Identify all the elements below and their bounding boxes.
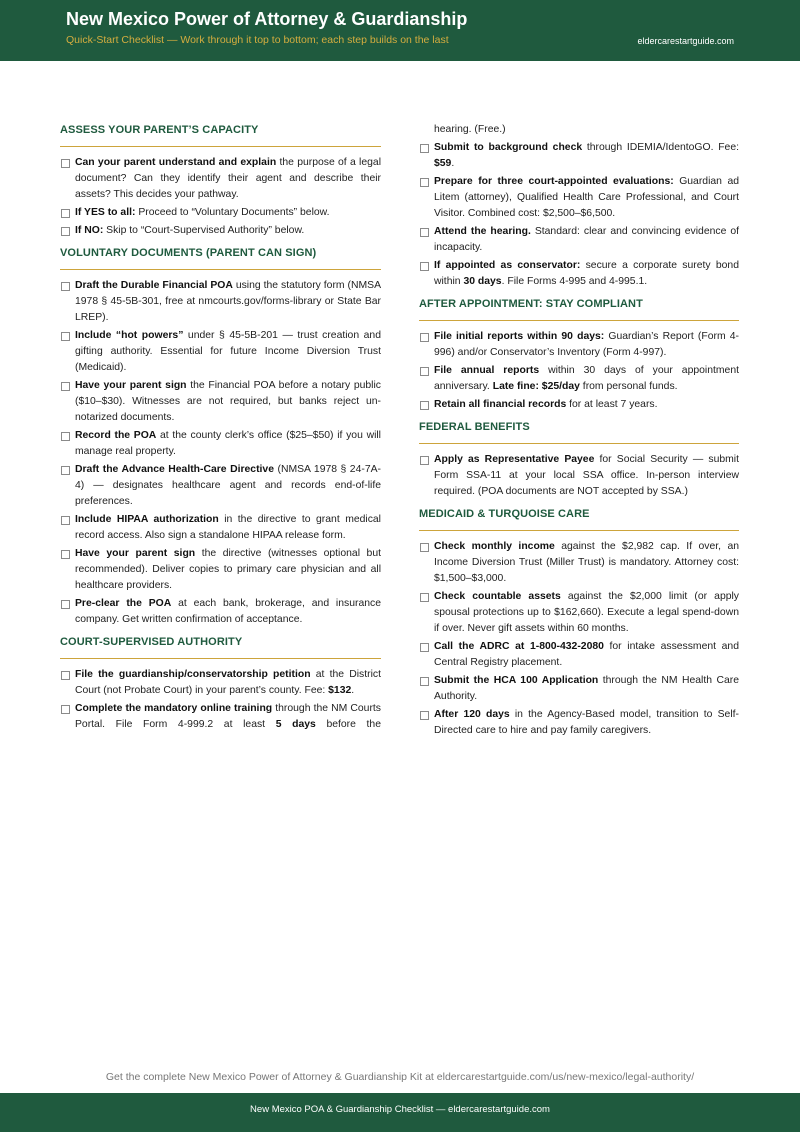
section-divider xyxy=(419,530,739,531)
checkbox[interactable] xyxy=(420,456,429,465)
item-bold-text: If appointed as conservator: xyxy=(434,260,581,271)
checklist-item xyxy=(60,596,381,628)
item-bold-text: Prepare for three court-appointed evaluations: xyxy=(434,176,674,187)
item-bold-text: File the guardianship/conservatorship petition xyxy=(75,669,311,680)
item-text: Standard: clear and convincing evidence of incapacity. xyxy=(434,226,739,253)
section-divider xyxy=(60,146,381,147)
section-spacer xyxy=(419,741,739,745)
checkbox[interactable] xyxy=(420,262,429,271)
checklist-item xyxy=(419,258,739,290)
checkbox[interactable] xyxy=(61,705,70,714)
checklist-item xyxy=(419,452,739,500)
checklist-item xyxy=(419,174,739,222)
item-bold-text: If NO: xyxy=(75,225,104,236)
kit-cta-link[interactable]: Get the complete New Mexico Power of Attorney & Guardianship Kit at eldercarestartguide.com/us/new-mexico/legal-authority/ xyxy=(105,1071,695,1083)
checkbox[interactable] xyxy=(61,332,70,341)
item-bold-text: Can your parent understand and explain xyxy=(75,157,277,168)
section-divider xyxy=(419,320,739,321)
checklist-item xyxy=(419,589,739,637)
checkbox[interactable] xyxy=(61,282,70,291)
item-bold-text: Submit to background check xyxy=(434,142,583,153)
page-header xyxy=(0,0,800,61)
footer-text: New Mexico POA & Guardianship Checklist — eldercarestartguide.com xyxy=(250,1104,550,1115)
item-text: for at least 7 years. xyxy=(566,399,658,410)
item-bold-text: Draft the Durable Financial POA xyxy=(75,280,233,291)
checklist-item xyxy=(60,278,381,326)
item-text: the directive (witnesses optional but recommended). Deliver copies to primary care physician and all healthcare providers. xyxy=(75,548,381,591)
checklist-item xyxy=(60,428,381,460)
item-text: Skip to “Court-Supervised Authority” below. xyxy=(103,225,305,236)
checklist-court xyxy=(60,667,381,739)
item-text: . xyxy=(351,685,355,696)
item-bold-text: File annual reports xyxy=(434,365,540,376)
checkbox[interactable] xyxy=(61,466,70,475)
item-text: . xyxy=(451,158,455,169)
item-bold-text: Submit the HCA 100 Application xyxy=(434,675,599,686)
court-item-continuation: hearing. (Free.) xyxy=(434,124,506,135)
item-text: using the statutory form (NMSA 1978 § 45-5B-301, free at nmcourts.gov/forms-library or State Bar LREP). xyxy=(75,280,382,323)
item-text: Proceed to “Voluntary Documents” below. xyxy=(135,207,330,218)
checkbox[interactable] xyxy=(420,711,429,720)
checklist-item xyxy=(419,397,739,413)
checkbox[interactable] xyxy=(420,401,429,410)
page-title: New Mexico Power of Attorney & Guardianship xyxy=(66,9,468,29)
item-text: (NMSA 1978 § 24-7A-4) — designates healthcare agent and records end-of-life preferences. xyxy=(75,464,381,507)
item-bold-text: Have your parent sign xyxy=(75,380,187,391)
item-text: within 30 days of your appointment anniversary. xyxy=(434,365,739,392)
checkbox[interactable] xyxy=(61,159,70,168)
item-text: Guardian’s Report (Form 4-996) and/or Conservator’s Inventory (Form 4-997). xyxy=(434,331,739,358)
checklist-assess xyxy=(60,155,381,245)
checkbox[interactable] xyxy=(420,333,429,342)
item-text: Guardian ad Litem (attorney), Qualified Health Care Professional, and Court Visitor. Combined cost: $2,500–$6,500. xyxy=(434,176,739,219)
item-bold-text: Have your parent sign xyxy=(75,548,196,559)
right-column xyxy=(419,122,739,745)
item-bold-text: Late fine: $25/day xyxy=(492,381,580,392)
item-bold-text: 5 days xyxy=(275,719,316,730)
item-text: through the NM Courts Portal. File Form 4-999.2 at least xyxy=(75,703,381,730)
section-title-court: COURT-SUPERVISED AUTHORITY xyxy=(60,636,243,648)
item-text: for Social Security — submit Form SSA-11 at your local SSA office. In-person interview required. (POA documents are NOT accepted by SSA.) xyxy=(434,454,739,497)
section-title-after: AFTER APPOINTMENT: STAY COMPLIANT xyxy=(419,298,643,310)
section-divider xyxy=(60,269,381,270)
item-text: against the $2,982 cap. If over, an Income Diversion Trust (Miller Trust) is mandatory. Attorney cost: $1,500–$3,000. xyxy=(434,541,740,584)
checklist-item xyxy=(60,328,381,376)
checklist-after xyxy=(419,329,739,419)
section-title-medicaid: MEDICAID & TURQUOISE CARE xyxy=(419,508,590,520)
item-text: before the xyxy=(315,719,381,730)
item-text: through the NM Health Care Authority. xyxy=(434,675,739,702)
section-divider xyxy=(419,443,739,444)
item-text: at each bank, brokerage, and insurance company. Get written confirmation of acceptance. xyxy=(75,598,381,625)
item-bold-text: Include HIPAA authorization xyxy=(75,514,219,525)
checklist-item xyxy=(60,546,381,594)
item-text: secure a corporate surety bond within xyxy=(434,260,739,287)
item-bold-text: 30 days xyxy=(463,276,502,287)
checklist-item xyxy=(419,639,739,671)
checkbox[interactable] xyxy=(420,543,429,552)
checkbox[interactable] xyxy=(61,432,70,441)
item-bold-text: $132 xyxy=(328,685,352,696)
item-text: in the Agency-Based model, transition to Self-Directed care to hire and pay family caregivers. xyxy=(434,709,739,736)
checkbox[interactable] xyxy=(420,643,429,652)
section-divider xyxy=(60,658,381,659)
checklist-item xyxy=(60,701,381,733)
checklist-item xyxy=(419,539,739,587)
item-bold-text: Complete the mandatory online training xyxy=(75,703,273,714)
page-footer xyxy=(0,1093,800,1132)
item-text: for intake assessment and Central Registry placement. xyxy=(434,641,739,668)
checkbox[interactable] xyxy=(420,144,429,153)
item-text: through IDEMIA/IdentoGO. Fee: xyxy=(582,142,739,153)
checkbox[interactable] xyxy=(61,550,70,559)
item-bold-text: Apply as Representative Payee xyxy=(434,454,595,465)
item-bold-text: Pre-clear the POA xyxy=(75,598,172,609)
checklist-item xyxy=(419,707,739,739)
item-bold-text: File initial reports within 90 days: xyxy=(434,331,605,342)
item-bold-text: If YES to all: xyxy=(75,207,136,218)
checkbox[interactable] xyxy=(420,367,429,376)
item-bold-text: $59 xyxy=(434,158,452,169)
checklist-voluntary xyxy=(60,278,381,634)
item-text: in the directive to grant medical record access. Also sign a standalone HIPAA release form. xyxy=(75,514,381,541)
checkbox[interactable] xyxy=(420,178,429,187)
checklist-item xyxy=(60,378,381,426)
checkbox[interactable] xyxy=(61,671,70,680)
checklist-item xyxy=(60,205,381,221)
item-text: from personal funds. xyxy=(579,381,678,392)
checklist-item xyxy=(60,512,381,544)
item-text: against the $2,000 limit (or apply spousal protections up to $162,660). Execute a legal spend-down if over. Never gift assets within 60 months. xyxy=(434,591,740,634)
item-text: the Financial POA before a notary public ($10–$30). Witnesses are not required, but banks reject un-notarized documents. xyxy=(75,380,381,423)
checklist-item xyxy=(60,155,381,203)
item-bold-text: After 120 days xyxy=(434,709,510,720)
item-bold-text: Check monthly income xyxy=(434,541,555,552)
checklist-medicaid xyxy=(419,539,739,745)
checklist-item xyxy=(419,363,739,395)
item-bold-text: Include “hot powers” xyxy=(75,330,184,341)
item-bold-text: Draft the Advance Health-Care Directive xyxy=(75,464,274,475)
checklist-item xyxy=(419,224,739,256)
checklist-item xyxy=(419,140,739,172)
checkbox[interactable] xyxy=(61,227,70,236)
checkbox[interactable] xyxy=(420,677,429,686)
section-title-assess: ASSESS YOUR PARENT’S CAPACITY xyxy=(60,124,259,136)
checklist-item xyxy=(60,667,381,699)
item-bold-text: Retain all financial records xyxy=(434,399,567,410)
checkbox[interactable] xyxy=(420,228,429,237)
checkbox[interactable] xyxy=(420,593,429,602)
checklist-federal xyxy=(419,452,739,506)
item-bold-text: Call the ADRC at 1-800-432-2080 xyxy=(434,641,604,652)
item-text: at the county clerk’s office ($25–$50) if you will manage real property. xyxy=(75,430,381,457)
item-text: at the District Court (not Probate Court) in your parent’s county. Fee: xyxy=(75,669,381,696)
page-subtitle: Quick-Start Checklist — Work through it top to bottom; each step builds on the last xyxy=(66,34,449,46)
section-title-federal: FEDERAL BENEFITS xyxy=(419,421,530,433)
checklist-item xyxy=(419,329,739,361)
item-text: . File Forms 4-995 and 4-995.1. xyxy=(501,276,648,287)
checkbox[interactable] xyxy=(61,600,70,609)
checkbox[interactable] xyxy=(61,209,70,218)
checklist-item xyxy=(419,673,739,705)
item-text: the purpose of a legal document? Can they identify their agent and describe their assets? This decides your pathway. xyxy=(75,157,381,200)
section-title-voluntary: VOLUNTARY DOCUMENTS (PARENT CAN SIGN) xyxy=(60,247,317,259)
checkbox[interactable] xyxy=(61,382,70,391)
checklist-item xyxy=(60,223,381,239)
checkbox[interactable] xyxy=(61,516,70,525)
item-bold-text: Check countable assets xyxy=(434,591,561,602)
left-column xyxy=(60,122,381,739)
header-site-link[interactable]: eldercarestartguide.com xyxy=(637,36,734,46)
checklist-item xyxy=(60,462,381,510)
item-bold-text: Attend the hearing. xyxy=(434,226,531,237)
item-bold-text: Record the POA xyxy=(75,430,157,441)
checklist-court-continued xyxy=(419,140,739,296)
item-text: under § 45-5B-201 — trust creation and gifting authority. Essential for future Income Diversion Trust (Medicaid). xyxy=(75,330,381,373)
section-spacer xyxy=(60,735,381,739)
